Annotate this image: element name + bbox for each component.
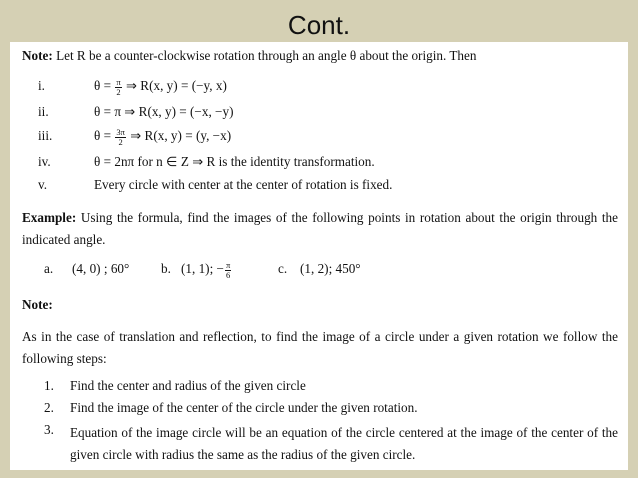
note2-paragraph: As in the case of translation and reflection, to find the image of a circle under a given rotation we follow the following steps:	[22, 329, 618, 366]
list-formula: θ = π ⇒ R(x, y) = (−x, −y)	[94, 104, 234, 119]
formula-part: θ =	[94, 78, 115, 94]
step-number: 3.	[44, 422, 54, 437]
list-formula	[94, 78, 227, 96]
list-number: ii.	[38, 104, 49, 119]
fraction	[115, 78, 121, 96]
note-label: Note:	[22, 48, 53, 63]
formula-part: ⇒ R(x, y) = (−y, x)	[122, 78, 227, 94]
list-number: i.	[38, 78, 45, 93]
note-label: Note:	[22, 297, 53, 312]
step-text: Find the center and radius of the given circle	[70, 378, 306, 393]
list-formula: Every circle with center at the center of rotation is fixed.	[94, 177, 393, 192]
step-number: 2.	[44, 400, 54, 415]
formula-part: ⇒ R(x, y) = (y, −x)	[126, 128, 232, 144]
fraction-denominator: 2	[118, 136, 123, 147]
part-c-label: c.	[278, 261, 288, 276]
part-b-text	[181, 261, 232, 279]
list-number: v.	[38, 177, 48, 192]
note-rotation-intro	[22, 48, 476, 65]
fraction	[115, 128, 126, 146]
fraction-denominator: 6	[225, 269, 231, 280]
note-text: Let R be a counter-clockwise rotation through an angle θ about the origin. Then	[52, 48, 477, 63]
fraction-denominator: 2	[116, 86, 121, 97]
part-b-label: b.	[161, 261, 171, 276]
example-paragraph	[22, 207, 618, 251]
example-text: Using the formula, find the images of the following points in rotation about the origin through the indicated angle.	[22, 210, 618, 247]
example-label: Example:	[22, 210, 77, 225]
step-text: Equation of the image circle will be an equation of the circle centered at the image of the center of the given circle with radius the same as the radius of the given circle.	[70, 425, 618, 462]
list-formula: θ = 2nπ for n ∈ Z ⇒ R is the identity transformation.	[94, 154, 375, 169]
formula-part: (1, 1); −	[181, 261, 224, 277]
slide-title: Cont.	[287, 10, 351, 40]
document-body	[10, 42, 628, 470]
fraction-numerator: π	[225, 260, 231, 270]
list-number: iv.	[38, 154, 51, 169]
list-number: iii.	[38, 128, 53, 143]
fraction-numerator: 3π	[116, 127, 125, 137]
fraction-numerator: π	[116, 77, 121, 87]
step-number: 1.	[44, 378, 54, 393]
part-a-label: a.	[44, 261, 54, 276]
formula-part: θ =	[94, 128, 115, 144]
part-c-text: (1, 2); 450°	[300, 261, 361, 276]
part-a-text: (4, 0) ; 60°	[72, 261, 130, 276]
fraction	[225, 261, 231, 279]
step-text: Find the image of the center of the circle under the given rotation.	[70, 400, 418, 415]
list-formula	[94, 128, 231, 146]
note2-label-line	[22, 297, 53, 314]
